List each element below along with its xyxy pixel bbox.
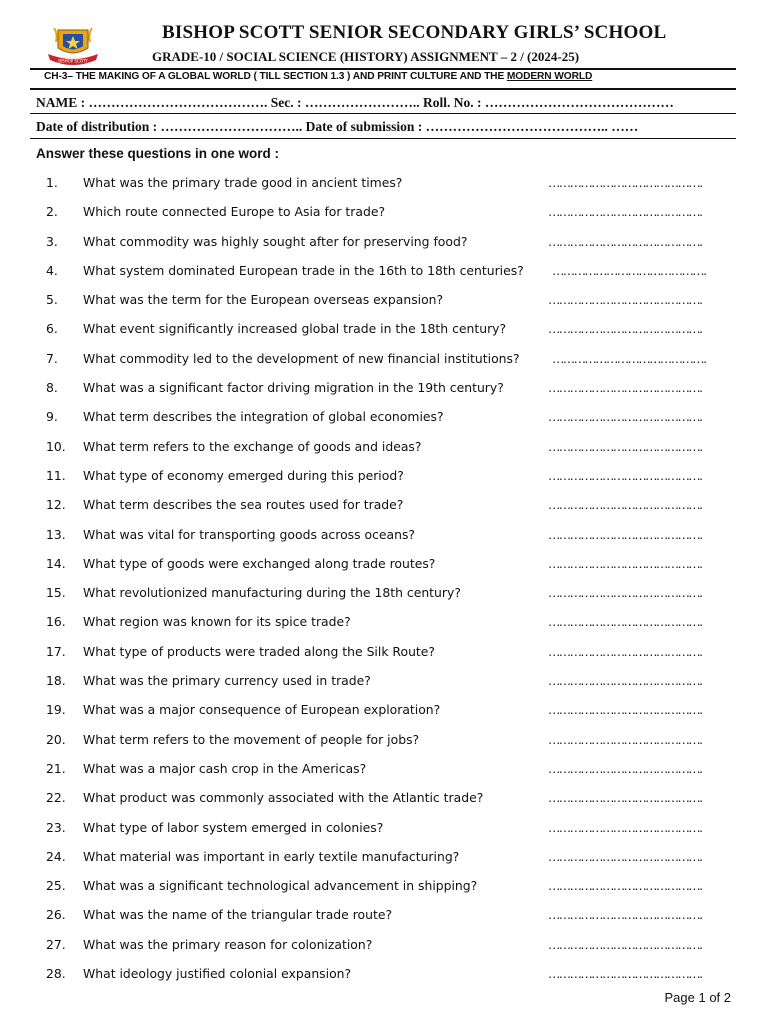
answer-blank[interactable]: ……………………………………. bbox=[548, 526, 702, 542]
question-text: What was the primary trade good in ancient times? bbox=[83, 175, 403, 190]
question-number: 3. bbox=[46, 233, 58, 249]
question-text: What product was commonly associated with the Atlantic trade? bbox=[83, 790, 484, 806]
question-text: What ideology justified colonial expansion? bbox=[83, 966, 352, 982]
question-number: 18. bbox=[46, 673, 66, 689]
question-item bbox=[0, 521, 768, 550]
question-number: 13. bbox=[46, 526, 66, 542]
answer-blank[interactable]: ……………………………………. bbox=[548, 204, 702, 220]
question-number: 11. bbox=[46, 467, 66, 483]
question-number: 5. bbox=[46, 292, 58, 308]
answer-blank[interactable]: ……………………………………. bbox=[548, 731, 702, 747]
question-number: 16. bbox=[46, 614, 66, 630]
question-text: What event significantly increased global trade in the 18th century? bbox=[83, 321, 507, 337]
question-text: What type of labor system emerged in colonies? bbox=[83, 819, 384, 835]
question-item bbox=[0, 403, 768, 432]
question-text: What material was important in early textile manufacturing? bbox=[83, 848, 460, 864]
answer-blank[interactable]: ……………………………………. bbox=[548, 497, 702, 513]
grade-subject-line: GRADE-10 / SOCIAL SCIENCE (HISTORY) ASSIGNMENT – 2 / (2024-25) bbox=[152, 49, 580, 64]
page-number: Page 1 of 2 bbox=[664, 990, 731, 1005]
question-text: What commodity was highly sought after for preserving food? bbox=[83, 233, 468, 249]
question-number: 8. bbox=[46, 380, 58, 396]
answer-blank[interactable]: ……………………………………. bbox=[548, 555, 702, 571]
answer-blank[interactable]: ……………………………………. bbox=[548, 760, 702, 776]
question-number: 28. bbox=[46, 966, 66, 982]
question-text: What term refers to the exchange of goods and ideas? bbox=[83, 438, 422, 454]
answer-blank[interactable]: ……………………………………. bbox=[548, 438, 702, 454]
question-number: 23. bbox=[46, 819, 66, 835]
answer-blank[interactable]: ……………………………………. bbox=[548, 292, 702, 308]
question-number: 22. bbox=[46, 790, 66, 806]
question-list bbox=[0, 169, 768, 989]
question-item bbox=[0, 931, 768, 960]
question-number: 20. bbox=[46, 731, 66, 747]
question-item bbox=[0, 667, 768, 696]
question-item bbox=[0, 843, 768, 872]
answer-blank[interactable]: ……………………………………. bbox=[548, 966, 702, 982]
question-item bbox=[0, 901, 768, 930]
question-item bbox=[0, 345, 768, 374]
question-text: What was a major consequence of European exploration? bbox=[83, 702, 441, 718]
question-text: What region was known for its spice trade? bbox=[83, 614, 351, 630]
question-number: 14. bbox=[46, 555, 66, 571]
chapter-title bbox=[44, 71, 734, 82]
answer-blank[interactable]: ……………………………………. bbox=[552, 350, 706, 366]
question-text: What term describes the integration of global economies? bbox=[83, 409, 444, 425]
instruction-heading: Answer these questions in one word : bbox=[36, 146, 280, 161]
answer-blank[interactable]: ……………………………………. bbox=[548, 321, 702, 337]
question-text: What was vital for transporting goods across oceans? bbox=[83, 526, 415, 542]
answer-blank[interactable]: ……………………………………. bbox=[548, 380, 702, 396]
answer-blank[interactable]: ……………………………………. bbox=[548, 614, 702, 630]
question-item bbox=[0, 374, 768, 403]
question-item bbox=[0, 315, 768, 344]
question-number: 25. bbox=[46, 878, 66, 894]
answer-blank[interactable]: ……………………………………. bbox=[548, 819, 702, 835]
question-number: 21. bbox=[46, 760, 66, 776]
question-number: 7. bbox=[46, 350, 58, 366]
question-text: What was a major cash crop in the Americas? bbox=[83, 760, 367, 776]
question-item bbox=[0, 608, 768, 637]
question-item bbox=[0, 755, 768, 784]
question-item bbox=[0, 491, 768, 520]
question-item bbox=[0, 169, 768, 198]
question-text: What was the primary currency used in trade? bbox=[83, 673, 371, 689]
info-divider-2 bbox=[30, 138, 736, 139]
header-divider-bottom bbox=[30, 88, 736, 90]
question-number: 15. bbox=[46, 585, 66, 601]
question-item bbox=[0, 257, 768, 286]
answer-blank[interactable]: ……………………………………. bbox=[552, 262, 706, 278]
header-divider-top bbox=[30, 68, 736, 70]
question-number: 10. bbox=[46, 438, 66, 454]
question-text: What type of economy emerged during this period? bbox=[83, 467, 404, 483]
dates-line[interactable]: Date of distribution : ………………………….. Date of submission : ………………………………….. …… bbox=[36, 119, 639, 134]
question-item bbox=[0, 198, 768, 227]
question-number: 9. bbox=[46, 409, 58, 425]
question-number: 17. bbox=[46, 643, 66, 659]
question-number: 1. bbox=[46, 175, 58, 190]
school-title: BISHOP SCOTT SENIOR SECONDARY GIRLS’ SCHOOL bbox=[162, 22, 667, 43]
question-item bbox=[0, 228, 768, 257]
question-number: 4. bbox=[46, 262, 58, 278]
question-text: What was the term for the European overseas expansion? bbox=[83, 292, 444, 308]
question-text: What revolutionized manufacturing during the 18th century? bbox=[83, 585, 461, 601]
question-text: What commodity led to the development of new financial institutions? bbox=[83, 350, 520, 366]
question-text: What was the name of the triangular trade route? bbox=[83, 907, 393, 923]
question-item bbox=[0, 462, 768, 491]
question-item bbox=[0, 638, 768, 667]
question-text: What was the primary reason for colonization? bbox=[83, 936, 373, 952]
answer-blank[interactable]: ……………………………………. bbox=[548, 585, 702, 601]
question-item bbox=[0, 784, 768, 813]
svg-text:BISHOP SCOTT: BISHOP SCOTT bbox=[58, 58, 88, 64]
question-item bbox=[0, 960, 768, 989]
name-section-roll-line[interactable]: NAME : …………………………………. Sec. : …………………….. Roll. No. : …………………………………… bbox=[36, 95, 674, 110]
question-number: 19. bbox=[46, 702, 66, 718]
question-number: 12. bbox=[46, 497, 66, 513]
chapter-title-underlined: MODERN WORLD bbox=[506, 71, 593, 82]
question-item bbox=[0, 872, 768, 901]
question-number: 26. bbox=[46, 907, 66, 923]
question-text: What system dominated European trade in the 16th to 18th centuries? bbox=[83, 262, 524, 278]
answer-blank[interactable]: ……………………………………. bbox=[548, 643, 702, 659]
question-text: What term refers to the movement of people for jobs? bbox=[83, 731, 420, 747]
answer-blank[interactable]: ……………………………………. bbox=[548, 702, 702, 718]
answer-blank[interactable]: ……………………………………. bbox=[548, 936, 702, 952]
question-item bbox=[0, 696, 768, 725]
question-item bbox=[0, 814, 768, 843]
question-number: 24. bbox=[46, 848, 66, 864]
answer-blank[interactable]: ……………………………………. bbox=[548, 409, 702, 425]
question-item bbox=[0, 726, 768, 755]
question-number: 27. bbox=[46, 936, 66, 952]
answer-blank[interactable]: ……………………………………. bbox=[548, 848, 702, 864]
question-item bbox=[0, 433, 768, 462]
question-text: What was a significant factor driving migration in the 19th century? bbox=[83, 380, 504, 396]
chapter-title-text: CH-3– THE MAKING OF A GLOBAL WORLD ( TILL SECTION 1.3 ) AND PRINT CULTURE AND THE bbox=[44, 71, 507, 82]
answer-blank[interactable]: ……………………………………. bbox=[548, 907, 702, 923]
question-text: What type of goods were exchanged along trade routes? bbox=[83, 555, 436, 571]
question-text: What term describes the sea routes used for trade? bbox=[83, 497, 404, 513]
answer-blank[interactable]: ……………………………………. bbox=[548, 673, 702, 689]
answer-blank[interactable]: ……………………………………. bbox=[548, 878, 702, 894]
question-item bbox=[0, 286, 768, 315]
question-number: 2. bbox=[46, 204, 58, 220]
question-item bbox=[0, 550, 768, 579]
school-crest-logo bbox=[44, 24, 102, 68]
question-text: Which route connected Europe to Asia for trade? bbox=[83, 204, 386, 220]
answer-blank[interactable]: ……………………………………. bbox=[548, 467, 702, 483]
question-text: What type of products were traded along the Silk Route? bbox=[83, 643, 435, 659]
answer-blank[interactable]: ……………………………………. bbox=[548, 175, 702, 190]
question-text: What was a significant technological advancement in shipping? bbox=[83, 878, 478, 894]
question-number: 6. bbox=[46, 321, 58, 337]
question-item bbox=[0, 579, 768, 608]
answer-blank[interactable]: ……………………………………. bbox=[548, 790, 702, 806]
info-divider-1 bbox=[30, 113, 736, 114]
answer-blank[interactable]: ……………………………………. bbox=[548, 233, 702, 249]
